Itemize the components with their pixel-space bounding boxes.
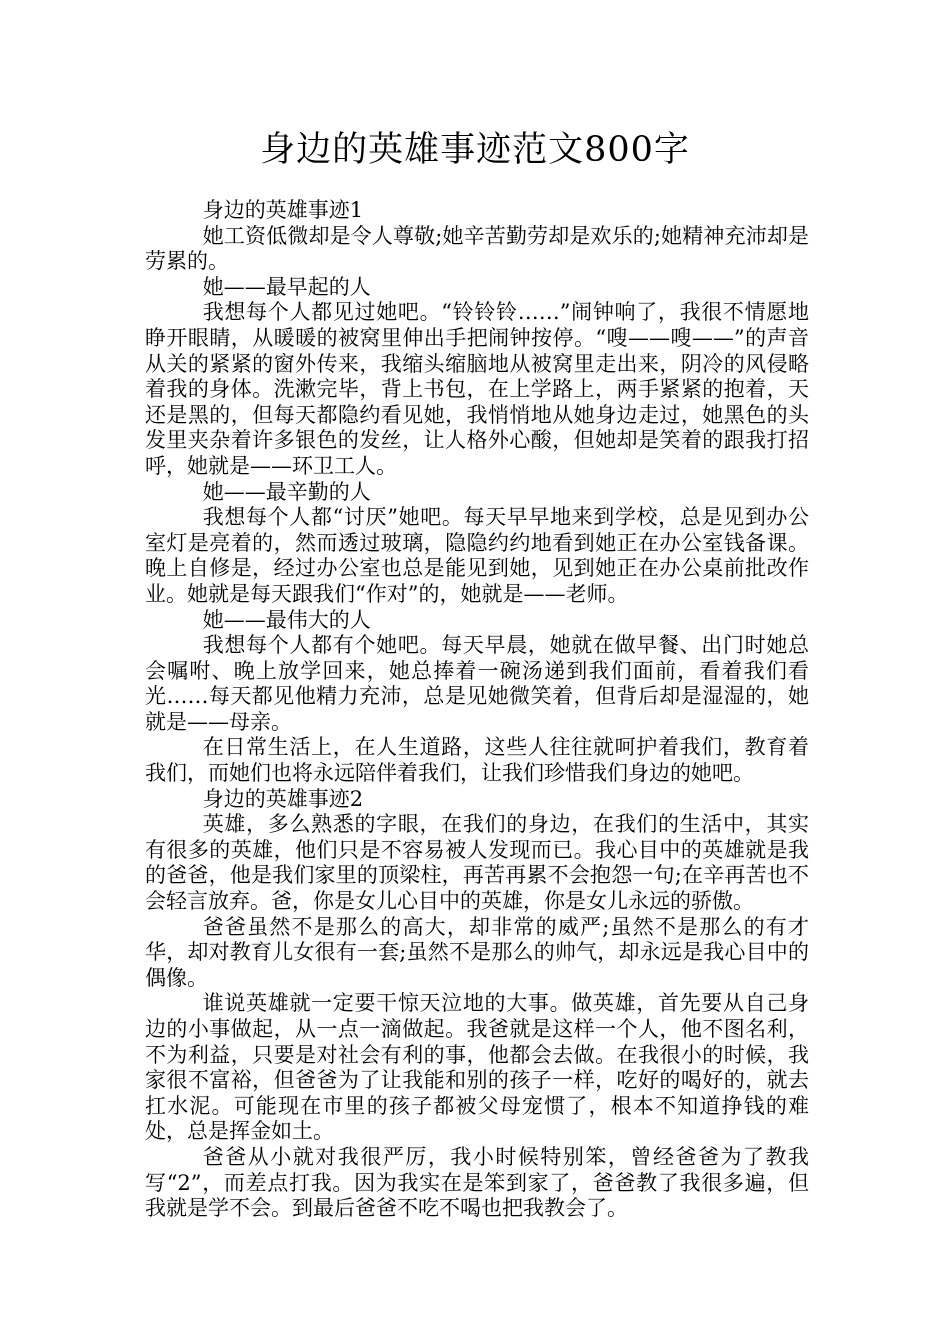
paragraph: 爸爸从小就对我很严厉，我小时候特别笨，曾经爸爸为了教我写“2”，而差点打我。因为我实在是笨到家了，爸爸教了我很多遍，但我就是学不会。到最后爸爸不吃不喝也把我教会了。 bbox=[145, 1144, 809, 1221]
paragraph: 她工资低微却是令人尊敬;她辛苦勤劳却是欢乐的;她精神充沛却是劳累的。 bbox=[145, 223, 809, 274]
paragraph: 在日常生活上，在人生道路，这些人往往就呵护着我们，教育着我们，而她们也将永远陪伴着我们，让我们珍惜我们身边的她吧。 bbox=[145, 735, 809, 786]
subheading-greatest: 她——最伟大的人 bbox=[202, 607, 371, 632]
paragraph: 我想每个人都见过她吧。“铃铃铃……”闹钟响了，我很不情愿地睁开眼睛，从暖暖的被窝里伸出手把闹钟按停。“嗖——嗖——”的声音从关的紧紧的窗外传来，我缩头缩脑地从被窝里走出来，阴冷的风侵略着我的身体。洗漱完毕，背上书包，在上学路上，两手紧紧的抱着，天还是黑的，但每天都隐约看见她，我悄悄地从她身边走过，她黑色的头发里夹杂着许多银色的发丝，让人格外心酸，但她却是笑着的跟我打招呼，她就是——环卫工人。 bbox=[145, 300, 809, 478]
document-title: 身边的英雄事迹范文800字 bbox=[260, 130, 690, 170]
paragraph: 我想每个人都“讨厌”她吧。每天早早地来到学校，总是见到办公室灯是亮着的，然而透过玻璃，隐隐约约地看到她正在办公室钱备课。晚上自修是，经过办公室也总是能见到她，见到她正在办公桌前批改作业。她就是每天跟我们“作对”的，她就是——老师。 bbox=[145, 505, 809, 606]
paragraph: 谁说英雄就一定要干惊天泣地的大事。做英雄，首先要从自己身边的小事做起，从一点一滴做起。我爸就是这样一个人，他不图名利，不为利益，只要是对社会有利的事，他都会去做。在我很小的时候，我家很不富裕，但爸爸为了让我能和别的孩子一样，吃好的喝好的，就去扛水泥。可能现在市里的孩子都被父母宠惯了，根本不知道挣钱的难处，总是挥金如土。 bbox=[145, 991, 809, 1144]
section-heading-1: 身边的英雄事迹1 bbox=[202, 198, 364, 222]
subheading-earliest-riser: 她——最早起的人 bbox=[202, 274, 371, 299]
subheading-most-diligent: 她——最辛勤的人 bbox=[202, 479, 371, 504]
section-heading-2: 身边的英雄事迹2 bbox=[202, 786, 364, 811]
document-body bbox=[145, 198, 809, 1222]
paragraph: 我想每个人都有个她吧。每天早晨，她就在做早餐、出门时她总会嘱咐、晚上放学回来，她总捧着一碗汤递到我们面前，看着我们看光……每天都见他精力充沛，总是见她微笑着，但背后却是湿湿的，她就是——母亲。 bbox=[145, 633, 809, 734]
paragraph: 英雄，多么熟悉的字眼，在我们的身边，在我们的生活中，其实有很多的英雄，他们只是不容易被人发现而已。我心目中的英雄就是我的爸爸，他是我们家里的顶梁柱，再苦再累不会抱怨一句;在辛再苦也不会轻言放弃。爸，你是女儿心目中的英雄，你是女儿永远的骄傲。 bbox=[145, 812, 809, 914]
paragraph: 爸爸虽然不是那么的高大，却非常的威严;虽然不是那么的有才华，却对教育儿女很有一套;虽然不是那么的帅气，却永远是我心目中的偶像。 bbox=[145, 914, 809, 990]
